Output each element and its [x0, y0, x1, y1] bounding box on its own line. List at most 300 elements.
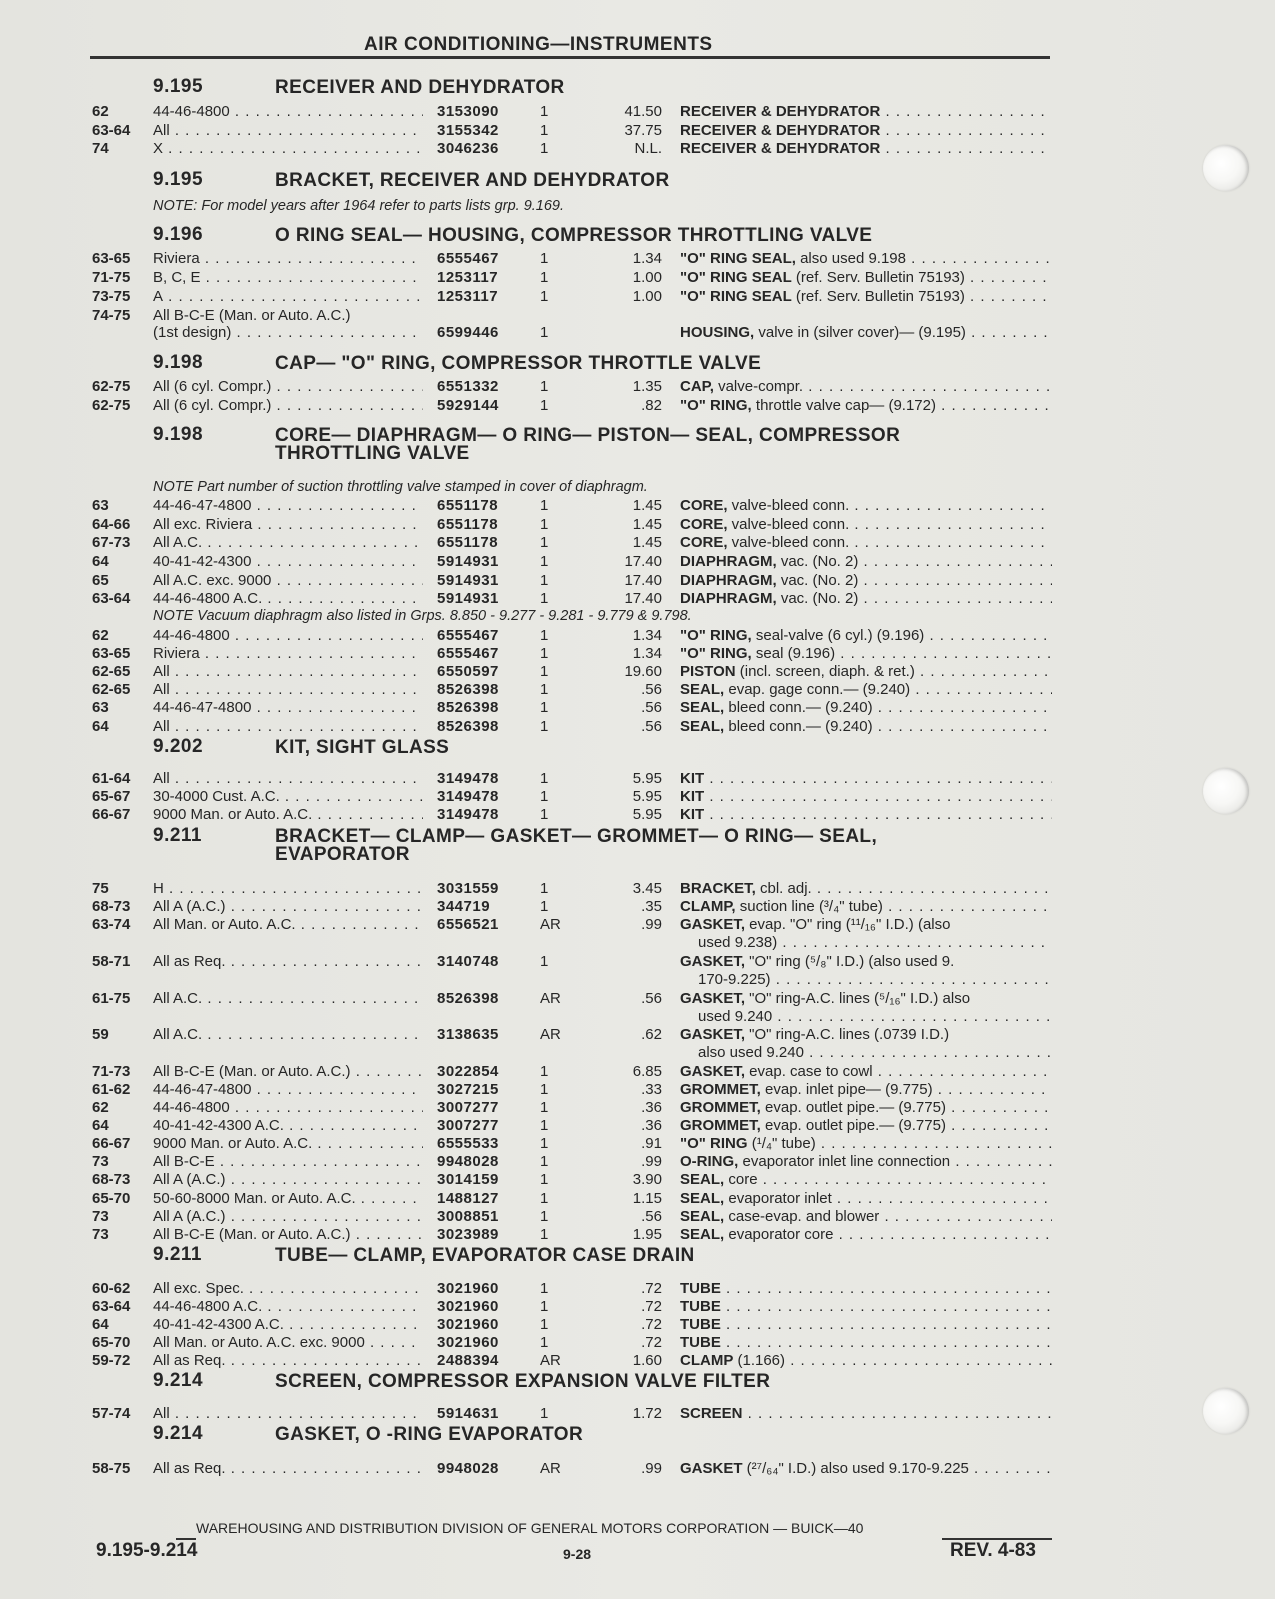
model-years: 71-73 [92, 1063, 131, 1080]
part-description [680, 534, 1052, 552]
model-series: 44-46-47-4800 . . . [153, 1081, 423, 1099]
group-number: 9.195 [153, 169, 204, 190]
part-row [0, 378, 1275, 396]
part-description [680, 1190, 1052, 1208]
model-series: All Man. or Auto. A.C. . . . [153, 916, 423, 934]
model-years: 64 [92, 1117, 109, 1134]
list-price: 17.40 [624, 572, 662, 589]
part-name: "O" RING, [680, 397, 752, 414]
model-series: All A.C. . . . [153, 534, 423, 552]
quantity: 1 [540, 627, 549, 644]
group-title: O RING SEAL— HOUSING, COMPRESSOR THROTTLING VALVE [275, 225, 873, 246]
list-price: .35 [641, 898, 662, 915]
part-number: 3021960 [437, 1334, 499, 1351]
quantity: 1 [540, 250, 549, 267]
part-name: GASKET, [680, 916, 746, 933]
model-series: All A.C. . . . [153, 1026, 423, 1044]
part-detail: valve in (silver cover)— (9.195) [754, 324, 966, 341]
part-number: 3149478 [437, 770, 499, 787]
part-row [0, 1280, 1275, 1298]
model-years: 63-64 [92, 122, 131, 139]
part-number: 3153090 [437, 103, 499, 120]
part-description [680, 1208, 1052, 1226]
part-detail: evap. inlet pipe— (9.775) [760, 1081, 933, 1098]
part-number: 3138635 [437, 1026, 499, 1043]
list-price: 1.34 [632, 645, 662, 662]
part-row [0, 1153, 1275, 1171]
part-description [680, 1280, 1052, 1298]
part-name: TUBE [680, 1298, 721, 1315]
part-number: 3021960 [437, 1316, 499, 1333]
model-series: 9000 Man. or Auto. A.C. . . . [153, 806, 423, 824]
model-years: 67-73 [92, 534, 131, 551]
model-series: 44-46-4800 A.C. . . . [153, 590, 423, 608]
model-series: All . . . [153, 663, 423, 681]
model-years: 61-62 [92, 1081, 131, 1098]
part-number: 5914931 [437, 572, 499, 589]
quantity: 1 [540, 1334, 549, 1351]
part-name: "O" RING SEAL [680, 269, 792, 286]
group-title-continued: EVAPORATOR [275, 844, 410, 865]
part-detail: suction line (³/₄" tube) [735, 898, 883, 915]
part-description [680, 553, 1052, 571]
model-years: 75 [92, 880, 109, 897]
part-row [0, 516, 1275, 534]
group-title: TUBE— CLAMP, EVAPORATOR CASE DRAIN [275, 1245, 695, 1266]
part-name: DIAPHRAGM, [680, 572, 777, 589]
group-number: 9.214 [153, 1370, 204, 1391]
group-number: 9.202 [153, 736, 204, 757]
note-text: NOTE Part number of suction throttling valve stamped in cover of diaphragm. [153, 479, 648, 495]
model-years: 65 [92, 572, 109, 589]
model-series: All exc. Riviera . . . [153, 516, 423, 534]
part-detail: evap. "O" ring (¹¹/₁₆" I.D.) (also [745, 916, 951, 933]
quantity: AR [540, 990, 561, 1007]
model-years: 66-67 [92, 1135, 131, 1152]
part-name: RECEIVER & DEHYDRATOR [680, 103, 881, 120]
list-price: 19.60 [624, 663, 662, 680]
part-row [0, 397, 1275, 415]
list-price: .99 [641, 916, 662, 933]
group-number: 9.195 [153, 76, 204, 97]
part-name: GASKET, [680, 1063, 746, 1080]
model-years: 64 [92, 718, 109, 735]
part-name: CORE, [680, 497, 728, 514]
part-detail: core [724, 1171, 758, 1188]
part-detail: (incl. screen, diaph. & ret.) [735, 663, 915, 680]
model-years: 65-67 [92, 788, 131, 805]
group-title: KIT, SIGHT GLASS [275, 737, 450, 758]
group-number: 9.198 [153, 424, 204, 445]
part-number: 3149478 [437, 806, 499, 823]
part-number: 3046236 [437, 140, 499, 157]
quantity: 1 [540, 1208, 549, 1225]
model-series: Riviera . . . [153, 645, 423, 663]
model-years: 58-71 [92, 953, 131, 970]
quantity: 1 [540, 122, 549, 139]
list-price: 1.95 [632, 1226, 662, 1243]
part-name: "O" RING, [680, 627, 752, 644]
part-description [680, 1352, 1052, 1370]
group-title: BRACKET— CLAMP— GASKET— GROMMET— O RING— SEAL, [275, 826, 878, 847]
list-price: 1.72 [632, 1405, 662, 1422]
part-number: 3149478 [437, 788, 499, 805]
part-description [680, 1460, 1052, 1478]
quantity: 1 [540, 553, 549, 570]
part-description [680, 953, 1052, 971]
list-price: 3.45 [632, 880, 662, 897]
model-years: 68-73 [92, 1171, 131, 1188]
part-row [0, 1081, 1275, 1099]
part-name: GASKET, [680, 953, 746, 970]
model-years: 63-74 [92, 916, 131, 933]
part-number: 6555467 [437, 250, 499, 267]
quantity: 1 [540, 953, 549, 970]
quantity: 1 [540, 324, 549, 341]
model-series: 44-46-4800 . . . [153, 627, 423, 645]
part-name: KIT [680, 770, 705, 787]
model-series: All as Req. . . . [153, 953, 423, 971]
part-name: CORE, [680, 534, 728, 551]
model-years: 63-64 [92, 1298, 131, 1315]
model-series: 44-46-4800 . . . [153, 1099, 423, 1117]
model-years: 68-73 [92, 898, 131, 915]
part-description [680, 103, 1052, 121]
part-row [0, 990, 1275, 1008]
quantity: 1 [540, 718, 549, 735]
part-description [680, 788, 1052, 806]
part-row [0, 590, 1275, 608]
part-description [680, 898, 1052, 916]
part-name: GASKET, [680, 1026, 746, 1043]
part-description [680, 269, 1052, 287]
part-number: 6551332 [437, 378, 499, 395]
part-description [680, 645, 1052, 663]
model-series: H . . . [153, 880, 423, 898]
part-detail: vac. (No. 2) [776, 572, 859, 589]
list-price: 37.75 [624, 122, 662, 139]
quantity: 1 [540, 880, 549, 897]
part-number: 3027215 [437, 1081, 499, 1098]
part-description [680, 1026, 1052, 1044]
part-row [0, 1208, 1275, 1226]
part-row [0, 140, 1275, 158]
list-price: 41.50 [624, 103, 662, 120]
part-number: 8526398 [437, 718, 499, 735]
part-name: "O" RING, [680, 645, 752, 662]
quantity: 1 [540, 645, 549, 662]
model-years: 60-62 [92, 1280, 131, 1297]
part-detail: (ref. Serv. Bulletin 75193) [791, 288, 965, 305]
quantity: 1 [540, 1298, 549, 1315]
part-number: 5929144 [437, 397, 499, 414]
part-row [0, 534, 1275, 552]
part-description [680, 806, 1052, 824]
part-number: 3014159 [437, 1171, 499, 1188]
part-detail: "O" ring-A.C. lines (⁵/₁₆" I.D.) also [745, 990, 971, 1007]
header-rule [90, 56, 1050, 59]
part-number: 6550597 [437, 663, 499, 680]
model-years: 64-66 [92, 516, 131, 533]
part-description [680, 699, 1052, 717]
part-number: 3021960 [437, 1280, 499, 1297]
quantity: AR [540, 916, 561, 933]
part-row [0, 1099, 1275, 1117]
part-number: 8526398 [437, 699, 499, 716]
list-price: 1.45 [632, 534, 662, 551]
part-detail: case-evap. and blower [724, 1208, 880, 1225]
footer-revision: REV. 4-83 [950, 1540, 1036, 1561]
part-detail: (1.166) [733, 1352, 786, 1369]
part-row [0, 324, 1275, 342]
model-series: All . . . [153, 718, 423, 736]
part-description [680, 1135, 1052, 1153]
part-number: 1253117 [437, 269, 499, 286]
part-name: KIT [680, 788, 705, 805]
quantity: 1 [540, 269, 549, 286]
part-row [0, 1352, 1275, 1370]
list-price: 6.85 [632, 1063, 662, 1080]
model-series: X . . . [153, 140, 423, 158]
part-description [680, 1334, 1052, 1352]
part-row [0, 770, 1275, 788]
quantity: AR [540, 1460, 561, 1477]
list-price: 1.34 [632, 627, 662, 644]
part-row [0, 307, 1275, 325]
part-number: 3008851 [437, 1208, 499, 1225]
group-number: 9.211 [153, 1244, 202, 1265]
part-row [0, 1063, 1275, 1081]
model-series: All A (A.C.) . . . [153, 1171, 423, 1189]
model-series: All . . . [153, 122, 423, 140]
part-number: 5914631 [437, 1405, 499, 1422]
part-description [680, 770, 1052, 788]
part-number: 3021960 [437, 1298, 499, 1315]
part-detail: valve-compr. [713, 378, 804, 395]
part-row [0, 1334, 1275, 1352]
group-title: BRACKET, RECEIVER AND DEHYDRATOR [275, 170, 670, 191]
list-price: 17.40 [624, 590, 662, 607]
model-years: 64 [92, 553, 109, 570]
part-row [0, 806, 1275, 824]
part-name: SEAL, [680, 699, 725, 716]
list-price: .72 [641, 1334, 662, 1351]
model-series: 9000 Man. or Auto. A.C. . . . [153, 1135, 423, 1153]
part-name: BRACKET, [680, 880, 756, 897]
part-number: 6555533 [437, 1135, 499, 1152]
quantity: 1 [540, 770, 549, 787]
model-series: (1st design) . . . [153, 324, 423, 342]
part-name: CAP, [680, 378, 714, 395]
part-name: TUBE [680, 1334, 721, 1351]
model-years: 66-67 [92, 806, 131, 823]
model-series: 44-46-4800 A.C. . . . [153, 1298, 423, 1316]
part-description [680, 916, 1052, 934]
part-description [680, 497, 1052, 515]
group-title-continued: THROTTLING VALVE [275, 443, 470, 464]
list-price: N.L. [634, 140, 662, 157]
model-series: Riviera . . . [153, 250, 423, 268]
quantity: 1 [540, 788, 549, 805]
part-description [680, 627, 1052, 645]
part-name: CORE, [680, 516, 728, 533]
quantity: 1 [540, 378, 549, 395]
part-detail: evap. case to cowl [745, 1063, 873, 1080]
list-price: .99 [641, 1460, 662, 1477]
part-detail: valve-bleed conn. [727, 534, 850, 551]
model-series: All (6 cyl. Compr.) . . . [153, 378, 423, 396]
part-row [0, 898, 1275, 916]
page-title: AIR CONDITIONING—INSTRUMENTS [364, 34, 713, 55]
list-price: .91 [641, 1135, 662, 1152]
part-description-continued: used 9.238) . . . [698, 934, 1052, 952]
part-description [680, 590, 1052, 608]
part-name: GASKET [680, 1460, 743, 1477]
quantity: 1 [540, 1117, 549, 1134]
model-years: 73 [92, 1208, 109, 1225]
quantity: AR [540, 1026, 561, 1043]
model-years: 63 [92, 497, 109, 514]
part-number: 9948028 [437, 1460, 499, 1477]
part-description [680, 516, 1052, 534]
part-detail: seal (9.196) [751, 645, 836, 662]
part-row [0, 645, 1275, 663]
part-description [680, 990, 1052, 1008]
model-years: 62 [92, 103, 109, 120]
quantity: 1 [540, 681, 549, 698]
part-name: "O" RING [680, 1135, 748, 1152]
part-name: TUBE [680, 1316, 721, 1333]
part-description [680, 397, 1052, 415]
model-series: 44-46-4800 . . . [153, 103, 423, 121]
list-price: 1.34 [632, 250, 662, 267]
model-years: 74 [92, 140, 109, 157]
part-number: 344719 [437, 898, 491, 915]
group-title: CORE— DIAPHRAGM— O RING— PISTON— SEAL, COMPRESSOR [275, 425, 901, 446]
quantity: 1 [540, 1099, 549, 1116]
list-price: .36 [641, 1117, 662, 1134]
model-series: All B-C-E (Man. or Auto. A.C.) [153, 307, 351, 324]
part-detail: bleed conn.— (9.240) [724, 718, 873, 735]
group-title: RECEIVER AND DEHYDRATOR [275, 77, 565, 98]
quantity: 1 [540, 1135, 549, 1152]
part-number: 6555467 [437, 645, 499, 662]
model-years: 61-64 [92, 770, 131, 787]
model-years: 59 [92, 1026, 109, 1043]
part-row [0, 880, 1275, 898]
part-description [680, 140, 1052, 158]
part-description [680, 250, 1052, 268]
quantity: 1 [540, 1063, 549, 1080]
quantity: 1 [540, 1171, 549, 1188]
part-row [0, 718, 1275, 736]
part-row [0, 1190, 1275, 1208]
part-name: SEAL, [680, 1171, 725, 1188]
group-title: SCREEN, COMPRESSOR EXPANSION VALVE FILTER [275, 1371, 771, 1392]
model-years: 63-65 [92, 250, 131, 267]
part-name: SEAL, [680, 718, 725, 735]
quantity: 1 [540, 288, 549, 305]
part-description [680, 1153, 1052, 1171]
list-price: 1.35 [632, 378, 662, 395]
part-row [0, 916, 1275, 934]
footer-page-number: 9-28 [563, 1546, 592, 1562]
model-series: All A (A.C.) . . . [153, 898, 423, 916]
quantity: 1 [540, 590, 549, 607]
part-description [680, 1226, 1052, 1244]
part-name: SEAL, [680, 1190, 725, 1207]
part-name: RECEIVER & DEHYDRATOR [680, 140, 881, 157]
list-price: 3.90 [632, 1171, 662, 1188]
part-row [0, 1117, 1275, 1135]
part-description [680, 663, 1052, 681]
part-name: "O" RING SEAL [680, 288, 792, 305]
part-name: SEAL, [680, 1226, 725, 1243]
part-name: CLAMP [680, 1352, 734, 1369]
model-series: All A.C. exc. 9000 . . . [153, 572, 423, 590]
part-name: GASKET, [680, 990, 746, 1007]
part-number: 6555467 [437, 627, 499, 644]
part-description [680, 1081, 1052, 1099]
part-row [0, 103, 1275, 121]
part-name: O-RING, [680, 1153, 739, 1170]
model-series: 44-46-47-4800 . . . [153, 497, 423, 515]
list-price: .36 [641, 1099, 662, 1116]
part-name: PISTON [680, 663, 736, 680]
part-description-continued: also used 9.240 . . . [698, 1044, 1052, 1062]
part-detail: (¹/₄" tube) [747, 1135, 816, 1152]
model-years: 73 [92, 1226, 109, 1243]
part-number: 5914931 [437, 590, 499, 607]
part-number: 2488394 [437, 1352, 499, 1369]
list-price: 5.95 [632, 770, 662, 787]
list-price: .62 [641, 1026, 662, 1043]
model-series: 30-4000 Cust. A.C. . . . [153, 788, 423, 806]
model-years: 74-75 [92, 307, 131, 324]
part-description [680, 1117, 1052, 1135]
quantity: 1 [540, 898, 549, 915]
part-detail: throttle valve cap— (9.172) [751, 397, 936, 414]
part-number: 6551178 [437, 534, 499, 551]
quantity: 1 [540, 534, 549, 551]
model-years: 71-75 [92, 269, 131, 286]
part-number: 1253117 [437, 288, 499, 305]
group-title: CAP— "O" RING, COMPRESSOR THROTTLE VALVE [275, 353, 762, 374]
part-description [680, 681, 1052, 699]
model-series: 50-60-8000 Man. or Auto. A.C. . . . [153, 1190, 423, 1208]
part-name: "O" RING SEAL, [680, 250, 796, 267]
list-price: 1.45 [632, 516, 662, 533]
quantity: 1 [540, 1405, 549, 1422]
part-name: SCREEN [680, 1405, 743, 1422]
model-years: 65-70 [92, 1190, 131, 1207]
part-description [680, 1171, 1052, 1189]
list-price: .56 [641, 1208, 662, 1225]
model-series: All Man. or Auto. A.C. exc. 9000 . . . [153, 1334, 423, 1352]
group-number: 9.198 [153, 352, 204, 373]
footer-group-range: 9.195-9.214 [96, 1540, 198, 1561]
note-text: NOTE Vacuum diaphragm also listed in Grps. 8.850 - 9.277 - 9.281 - 9.779 & 9.798. [153, 608, 692, 624]
part-detail: evaporator inlet line connection [738, 1153, 951, 1170]
quantity: 1 [540, 1190, 549, 1207]
part-number: 6551178 [437, 516, 499, 533]
model-years: 62 [92, 627, 109, 644]
part-row [0, 1460, 1275, 1478]
part-name: CLAMP, [680, 898, 736, 915]
part-description [680, 1063, 1052, 1081]
part-row [0, 553, 1275, 571]
part-detail: seal-valve (6 cyl.) (9.196) [751, 627, 925, 644]
